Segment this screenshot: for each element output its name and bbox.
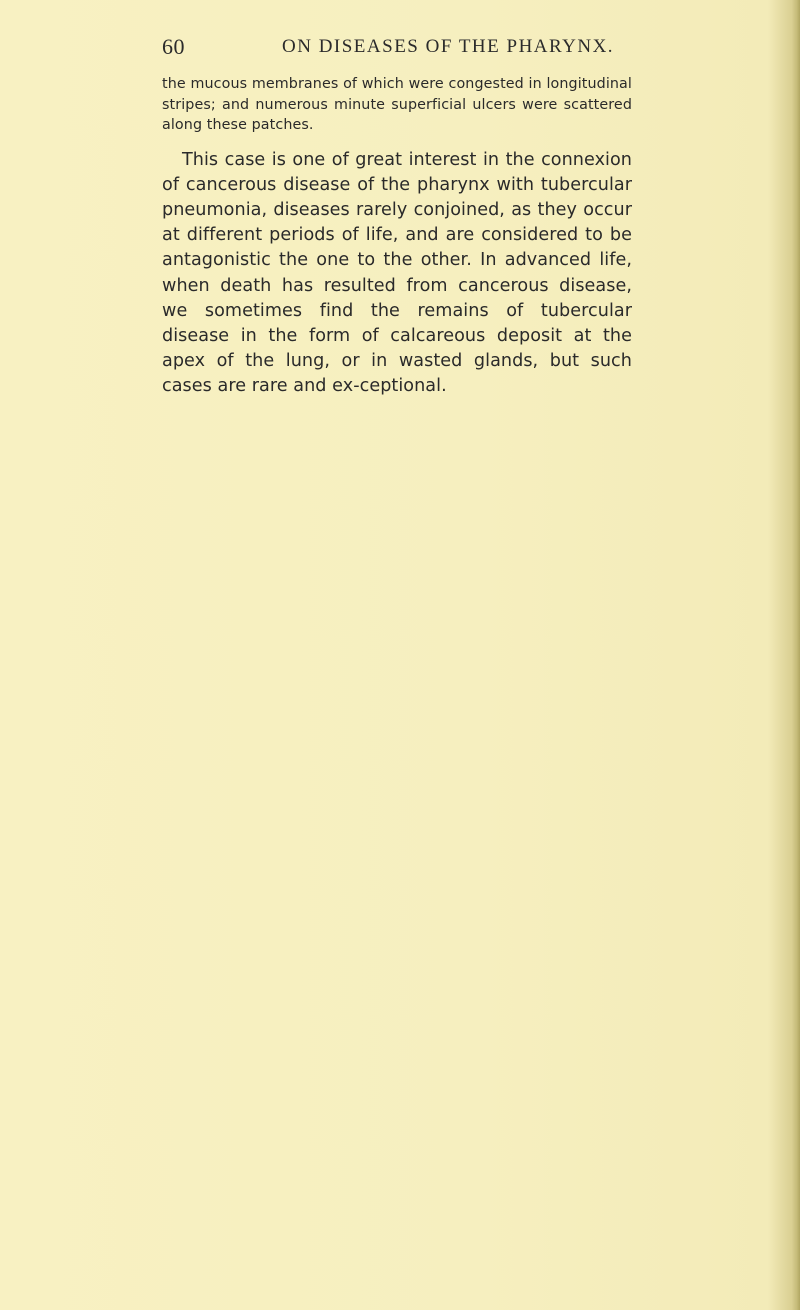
paragraph-continued: the mucous membranes of which were congested in longitudinal stripes; and numerous minute superficial ulcers were scattered along these patches. [162, 76, 632, 133]
running-head [162, 34, 632, 66]
page-number: 60 [162, 34, 185, 59]
body-text [162, 74, 632, 400]
paragraph-main: This case is one of great interest in the connexion of cancerous disease of the pharynx with tubercular pneumonia, diseases rarely conjoined, as they occur at different periods of life, and are considered to be antagonistic the one to the other. In advanced life, when death has resulted from cancerous disease, we sometimes find the remains of tubercular disease in the form of calcareous deposit at the apex of the lung, or in wasted glands, but such cases are rare and ex-ceptional. [162, 149, 632, 397]
page-edge-shadow [792, 0, 800, 1310]
running-title: ON DISEASES OF THE PHARYNX. [282, 36, 615, 57]
